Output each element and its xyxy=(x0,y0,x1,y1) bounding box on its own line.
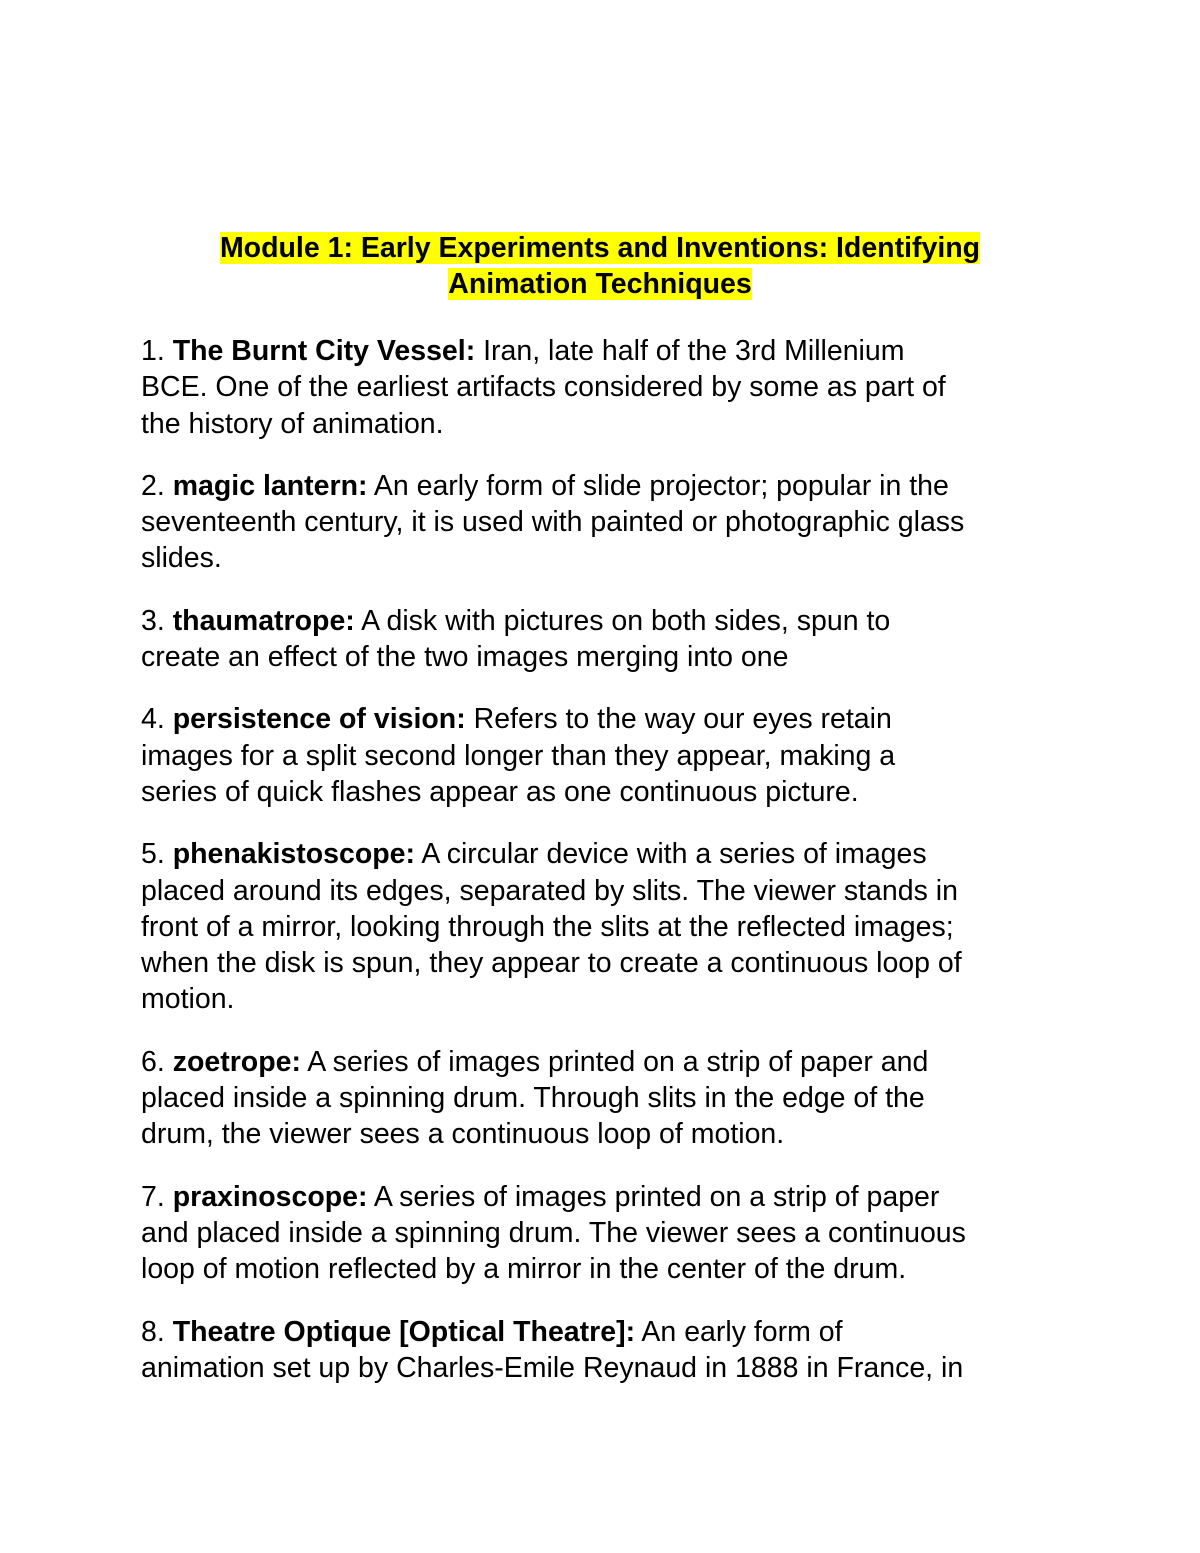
item-first-line xyxy=(141,1179,1066,1215)
title-line xyxy=(130,230,1070,266)
item-first-line xyxy=(141,333,1066,369)
item-text: A disk with pictures on both sides, spun to xyxy=(354,604,891,637)
list-item xyxy=(141,1044,1066,1153)
title-highlight: Animation Techniques xyxy=(448,268,752,300)
item-text: An early form of slide projector; popular in the xyxy=(367,469,949,502)
item-text: Refers to the way our eyes retain xyxy=(465,703,892,736)
item-text-line: slides. xyxy=(141,542,222,575)
item-text: A circular device with a series of images xyxy=(415,838,927,871)
item-text: A series of images printed on a strip of paper xyxy=(367,1180,940,1213)
list-item xyxy=(141,1179,1066,1288)
item-text-line: series of quick flashes appear as one continuous picture. xyxy=(141,775,859,808)
item-text-line: drum, the viewer sees a continuous loop of motion. xyxy=(141,1118,785,1151)
item-text: A series of images printed on a strip of paper and xyxy=(300,1045,929,1078)
item-number: 1. xyxy=(141,335,173,367)
item-text-line: when the disk is spun, they appear to create a continuous loop of xyxy=(141,947,962,980)
item-text-line: create an effect of the two images merging into one xyxy=(141,641,789,674)
definition-list xyxy=(141,333,1066,1412)
item-first-line xyxy=(141,1044,1066,1080)
list-item xyxy=(141,701,1066,810)
item-term: Theatre Optique [Optical Theatre]: xyxy=(172,1315,636,1348)
item-term: praxinoscope: xyxy=(172,1180,368,1213)
item-number: 7. xyxy=(141,1180,173,1213)
item-term: The Burnt City Vessel: xyxy=(172,335,476,367)
item-number: 8. xyxy=(141,1315,173,1348)
item-text-line: placed inside a spinning drum. Through slits in the edge of the xyxy=(141,1082,925,1115)
item-term: thaumatrope: xyxy=(172,604,355,637)
item-number: 2. xyxy=(141,469,173,502)
page-title xyxy=(130,230,1070,302)
list-item xyxy=(141,836,1066,1017)
item-first-line xyxy=(141,701,1066,737)
item-number: 4. xyxy=(141,703,173,736)
item-first-line xyxy=(141,1314,1066,1350)
item-number: 5. xyxy=(141,838,173,871)
item-text-line: and placed inside a spinning drum. The viewer sees a continuous xyxy=(141,1216,966,1249)
item-first-line xyxy=(141,836,1066,872)
item-term: zoetrope: xyxy=(172,1045,301,1078)
item-text: Iran, late half of the 3rd Millenium xyxy=(475,335,905,367)
item-number: 6. xyxy=(141,1045,173,1078)
title-line xyxy=(130,266,1070,302)
item-text-line: loop of motion reflected by a mirror in the center of the drum. xyxy=(141,1253,907,1286)
title-highlight: Module 1: Early Experiments and Inventions: Identifying xyxy=(219,232,981,264)
item-first-line xyxy=(141,603,1066,639)
item-text-line: motion. xyxy=(141,983,235,1016)
item-text: An early form of xyxy=(635,1315,843,1348)
item-first-line xyxy=(141,468,1066,504)
item-number: 3. xyxy=(141,604,173,637)
item-term: magic lantern: xyxy=(172,469,368,502)
item-text-line: images for a split second longer than they appear, making a xyxy=(141,739,896,772)
item-text-line: seventeenth century, it is used with painted or photographic glass xyxy=(141,506,965,539)
item-term: phenakistoscope: xyxy=(172,838,415,871)
item-text-line: animation set up by Charles-Emile Reynaud in 1888 in France, in xyxy=(141,1351,964,1384)
list-item xyxy=(141,603,1066,676)
item-text-line: BCE. One of the earliest artifacts considered by some as part of xyxy=(141,371,946,404)
item-text-line: front of a mirror, looking through the slits at the reflected images; xyxy=(141,910,954,943)
item-term: persistence of vision: xyxy=(172,703,466,736)
item-text-line: the history of animation. xyxy=(141,407,444,440)
item-text-line: placed around its edges, separated by slits. The viewer stands in xyxy=(141,874,958,907)
list-item xyxy=(141,333,1066,442)
list-item xyxy=(141,468,1066,577)
list-item xyxy=(141,1314,1066,1387)
